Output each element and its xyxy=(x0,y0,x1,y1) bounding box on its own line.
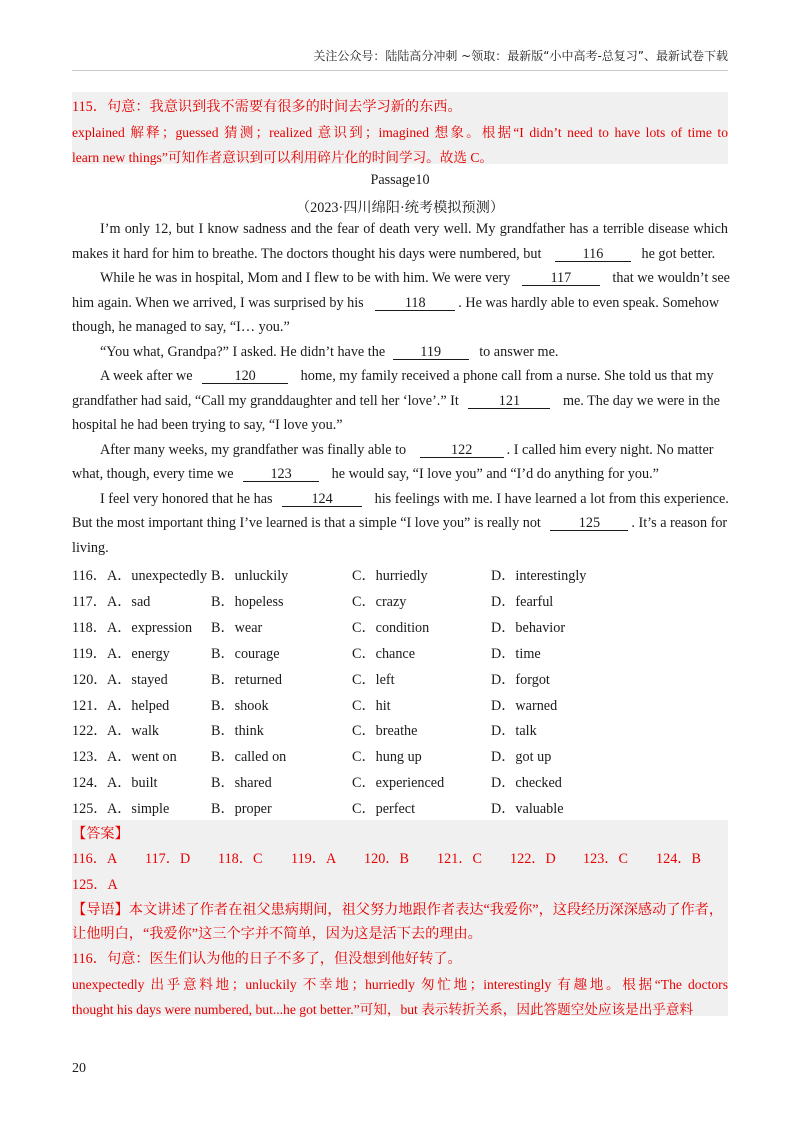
question-number: 116． xyxy=(72,568,107,584)
answer-120: 120．B xyxy=(364,851,409,867)
answer-125: 125．A xyxy=(72,877,118,893)
p5-text-d: he would say, “I love you” and “I’d do anything for you.” xyxy=(331,466,659,482)
option-b[interactable]: B．returned xyxy=(211,671,282,688)
answer-label: 【答案】 xyxy=(72,826,129,842)
p4-text: A week after we xyxy=(100,368,193,384)
p2-line1 xyxy=(72,270,728,287)
blank-122[interactable]: 122 xyxy=(420,443,504,458)
option-b[interactable]: B．wear xyxy=(211,619,263,636)
option-d[interactable]: D．forgot xyxy=(491,671,550,688)
question-number: 122． xyxy=(72,723,108,740)
blank-123[interactable]: 123 xyxy=(243,467,319,482)
option-a[interactable]: A．built xyxy=(107,775,158,792)
question-number: 119． xyxy=(72,645,107,662)
option-d[interactable]: D．time xyxy=(491,645,541,662)
p3-text: “You what, Grandpa?” I asked. He didn’t have the xyxy=(100,344,386,360)
p2-text-d: . He was hardly able to even speak. Somehow xyxy=(458,295,720,311)
option-c[interactable]: C．condition xyxy=(352,619,430,636)
answer-121: 121．C xyxy=(437,851,482,867)
option-a[interactable]: A．stayed xyxy=(107,671,168,688)
option-c[interactable]: C．hung up xyxy=(352,749,422,766)
option-d[interactable]: D．warned xyxy=(491,697,558,714)
prev-explanation-line1: 115．句意：我意识到我不需要有很多的时间去学习新的东西。 xyxy=(72,99,462,115)
option-c[interactable]: C．crazy xyxy=(352,593,407,610)
p6-line1 xyxy=(72,491,728,508)
option-b[interactable]: B．shook xyxy=(211,697,269,714)
p6-line3: living. xyxy=(72,540,109,556)
question-number: 125． xyxy=(72,801,108,818)
p4-line2 xyxy=(72,393,728,410)
answer-118: 118．C xyxy=(218,851,263,867)
option-a[interactable]: A．unexpectedly xyxy=(107,568,208,584)
p6-text-d: . It’s a reason for xyxy=(631,515,728,531)
option-d[interactable]: D．behavior xyxy=(491,619,566,636)
p2-text: While he was in hospital, Mom and I flew to be with him. We were very xyxy=(100,270,511,286)
p2-text-b: that we wouldn’t see xyxy=(612,270,730,286)
page-header: 关注公众号：陆陆高分冲刺 ~领取：最新版“小中高考-总复习”、最新试卷下载 xyxy=(313,49,728,63)
option-b[interactable]: B．proper xyxy=(211,801,272,818)
option-b[interactable]: B．hopeless xyxy=(211,593,284,610)
option-a[interactable]: A．expression xyxy=(107,619,193,636)
p2-line3: though, he managed to say, “I… you.” xyxy=(72,319,290,335)
prev-explanation-line2: explained 解释；guessed 猜测；realized 意识到；imagined 想象。根据“I didn’t need to have lots of time to xyxy=(72,125,728,140)
p1-line2 xyxy=(72,246,728,263)
option-a[interactable]: A．walk xyxy=(107,723,160,740)
p4-text-c: grandfather had said, “Call my granddaughter and tell her ‘love’.” It xyxy=(72,393,459,409)
p5-text-c: what, though, every time we xyxy=(72,466,234,482)
blank-119[interactable]: 119 xyxy=(393,345,469,360)
question-number: 117． xyxy=(72,593,107,610)
blank-116[interactable]: 116 xyxy=(555,247,631,262)
blank-125[interactable]: 125 xyxy=(550,516,628,531)
option-b[interactable]: B．think xyxy=(211,723,264,740)
p5-text: After many weeks, my grandfather was finally able to xyxy=(100,442,407,458)
blank-121[interactable]: 121 xyxy=(468,394,550,409)
p2-line2 xyxy=(72,295,728,312)
option-a[interactable]: A．sad xyxy=(107,593,151,610)
explanation-line3: thought his days were numbered, but...he got better.”可知，but 表示转折关系，因此答题空处应该是出乎意料 xyxy=(72,1002,694,1017)
p3-line1 xyxy=(72,344,728,361)
option-c[interactable]: C．hurriedly xyxy=(352,568,428,584)
p6-text: I feel very honored that he has xyxy=(100,491,273,507)
option-d[interactable]: D．talk xyxy=(491,723,537,740)
p6-text-b: his feelings with me. I have learned a lot from this experience. xyxy=(374,491,729,507)
p4-text-d: me. The day we were in the xyxy=(562,393,720,409)
blank-118[interactable]: 118 xyxy=(375,296,455,311)
p3-text-b: to answer me. xyxy=(479,344,559,360)
p4-text-b: home, my family received a phone call from a nurse. She told us that my xyxy=(300,368,714,384)
blank-117[interactable]: 117 xyxy=(522,271,600,286)
question-number: 121． xyxy=(72,697,108,714)
passage-title: Passage10 xyxy=(370,172,430,188)
p6-text-c: But the most important thing I’ve learned is that a simple “I love you” is really not xyxy=(72,515,541,531)
option-c[interactable]: C．left xyxy=(352,671,395,688)
explanation-line1: 116．句意：医生们认为他的日子不多了，但没想到他好转了。 xyxy=(72,951,462,967)
option-a[interactable]: A．simple xyxy=(107,801,170,818)
answer-117: 117．D xyxy=(145,851,191,867)
answer-123: 123．C xyxy=(583,851,628,867)
p1-line1: I’m only 12, but I know sadness and the fear of death very well. My grandfather has a terrible disease which xyxy=(100,221,728,237)
option-a[interactable]: A．went on xyxy=(107,749,177,766)
option-d[interactable]: D．checked xyxy=(491,775,562,792)
p4-line1 xyxy=(72,368,728,385)
option-c[interactable]: C．breathe xyxy=(352,723,418,740)
option-c[interactable]: C．hit xyxy=(352,697,391,714)
blank-124[interactable]: 124 xyxy=(282,492,362,507)
option-b[interactable]: B．courage xyxy=(211,645,280,662)
option-b[interactable]: B．shared xyxy=(211,775,272,792)
question-number: 123． xyxy=(72,749,108,766)
passage-source: （2023·四川绵阳·统考模拟预测） xyxy=(295,200,505,216)
p5-line1 xyxy=(72,442,728,459)
option-b[interactable]: B．called on xyxy=(211,749,287,766)
p5-line2 xyxy=(72,466,728,483)
option-d[interactable]: D．fearful xyxy=(491,593,554,610)
answer-122: 122．D xyxy=(510,851,556,867)
prev-explanation-line3: learn new things”可知作者意识到可以利用碎片化的时间学习。故选 C。 xyxy=(72,150,493,165)
p6-line2 xyxy=(72,515,728,532)
p2-text-c: him again. When we arrived, I was surprised by his xyxy=(72,295,364,311)
p4-line3: hospital he had been trying to say, “I love you.” xyxy=(72,417,343,433)
blank-120[interactable]: 120 xyxy=(202,369,288,384)
answer-119: 119．A xyxy=(291,851,337,867)
header-divider xyxy=(72,70,728,71)
option-c[interactable]: C．perfect xyxy=(352,801,416,818)
p1-text-end: he got better. xyxy=(641,246,716,262)
option-c[interactable]: C．chance xyxy=(352,645,416,662)
option-a[interactable]: A．helped xyxy=(107,697,170,714)
question-number: 124． xyxy=(72,775,108,792)
explanation-line2: unexpectedly 出乎意料地；unluckily 不幸地；hurriedly 匆忙地；interestingly 有趣地。根据“The doctors xyxy=(72,977,728,992)
guide-line2: 让他明白，“我爱你”这三个字并不简单，因为这是活下去的理由。 xyxy=(72,926,482,942)
page-number: 20 xyxy=(72,1061,86,1076)
option-c[interactable]: C．experienced xyxy=(352,775,445,792)
option-d[interactable]: D．got up xyxy=(491,749,552,766)
option-a[interactable]: A．energy xyxy=(107,645,170,662)
answer-124: 124．B xyxy=(656,851,701,867)
guide-line1: 【导语】本文讲述了作者在祖父患病期间，祖父努力地跟作者表达“我爱你”，这段经历深深感动了作者， xyxy=(72,902,724,918)
question-number: 118． xyxy=(72,619,107,636)
question-number: 120． xyxy=(72,671,108,688)
p5-text-b: . I called him every night. No matter xyxy=(506,442,714,458)
answer-116: 116．A xyxy=(72,851,118,867)
p1-text: makes it hard for him to breathe. The doctors thought his days were numbered, but xyxy=(72,246,542,262)
option-d[interactable]: D．interestingly xyxy=(491,568,587,584)
option-d[interactable]: D．valuable xyxy=(491,801,564,818)
option-b[interactable]: B．unluckily xyxy=(211,568,289,584)
